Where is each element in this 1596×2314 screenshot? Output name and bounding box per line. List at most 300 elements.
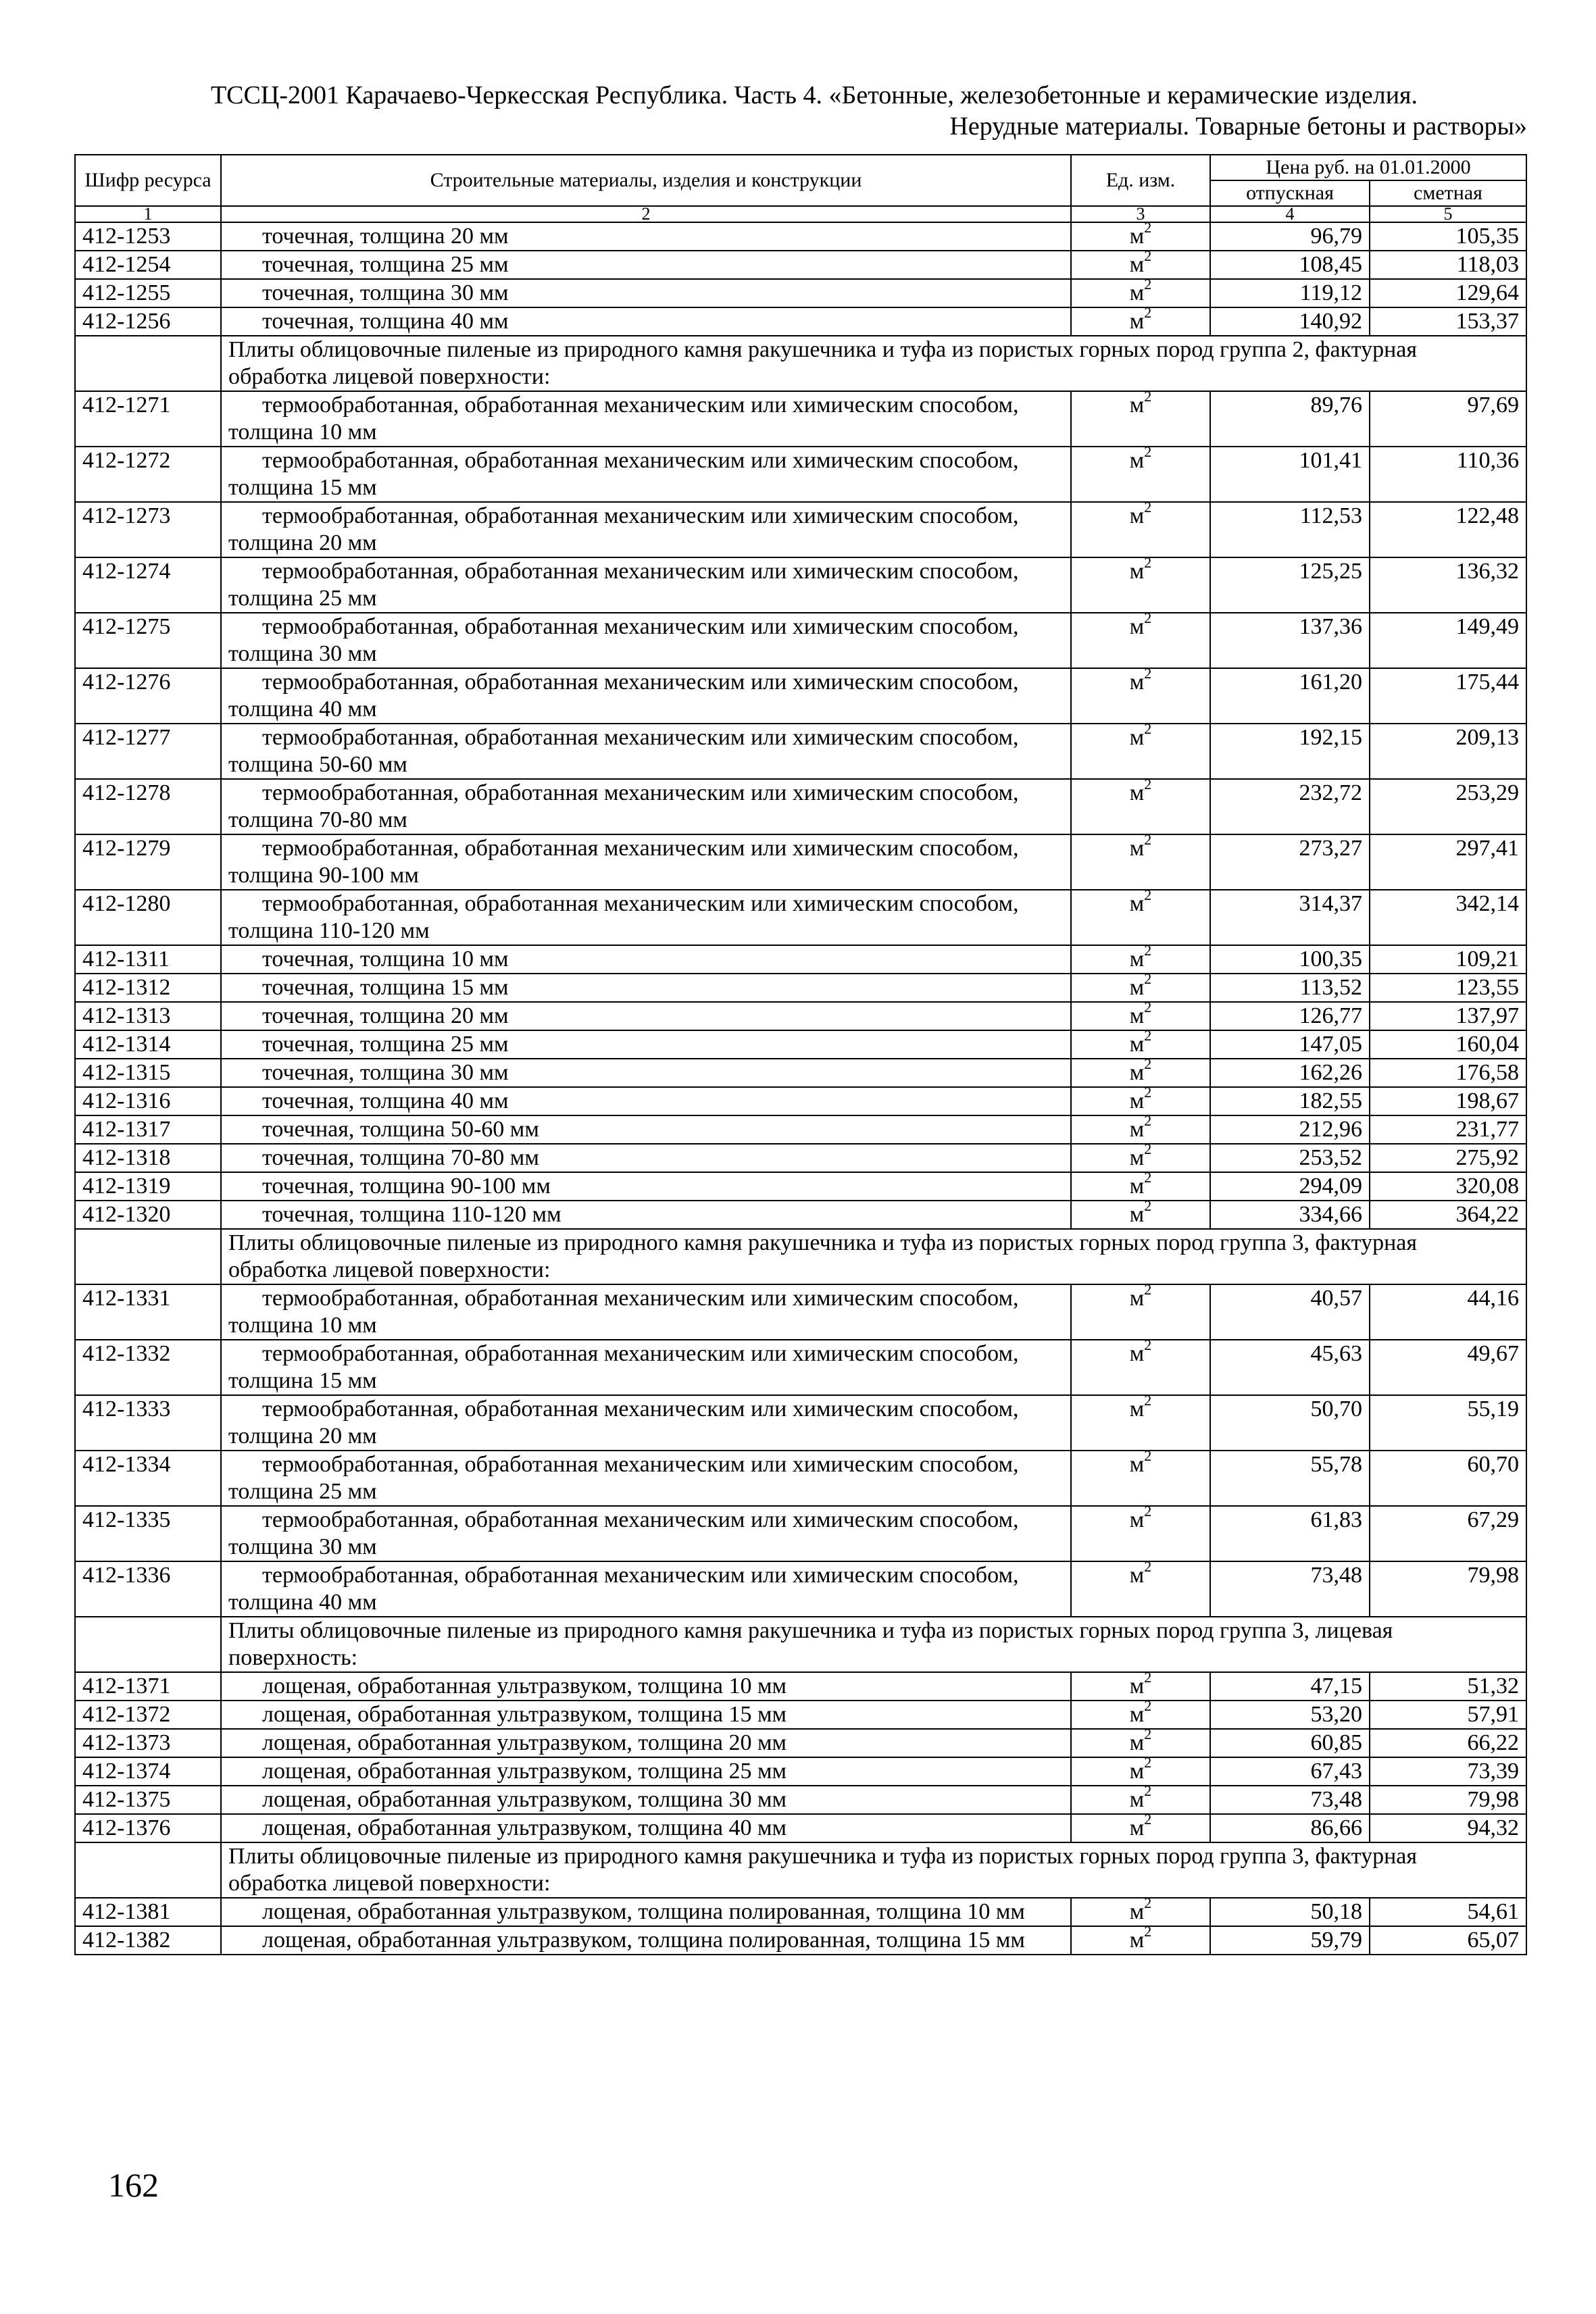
table-row <box>75 1814 1526 1842</box>
material-description-cell <box>221 1926 1071 1955</box>
table-row <box>75 1395 1526 1451</box>
material-description-cell <box>221 1030 1071 1059</box>
material-description-cell <box>221 251 1071 279</box>
release-price: 86,66 <box>1210 1814 1370 1842</box>
estimate-price: 253,29 <box>1370 779 1526 834</box>
unit-cell <box>1071 498 1210 557</box>
release-price: 89,76 <box>1210 391 1370 447</box>
page-number: 162 <box>108 2166 159 2204</box>
unit-exponent: 2 <box>1144 1391 1152 1409</box>
table-row <box>75 945 1526 974</box>
estimate-price: 123,55 <box>1370 974 1526 1002</box>
material-description: лощеная, обработанная ультразвуком, толщина полированная, толщина 15 мм <box>262 1928 1025 1953</box>
unit-exponent: 2 <box>1144 1894 1152 1911</box>
unit-cell <box>1071 1782 1210 1814</box>
unit-cell <box>1071 1083 1210 1115</box>
material-description-cell <box>221 1786 1071 1814</box>
table-row <box>75 222 1526 251</box>
unit-cell <box>1071 1026 1210 1059</box>
unit-base: м <box>1129 1145 1145 1170</box>
unit-exponent: 2 <box>1144 1922 1152 1940</box>
material-description: термообработанная, обработанная механическим или химическим способом, толщина 15 мм <box>228 448 1019 500</box>
release-price: 125,25 <box>1210 557 1370 613</box>
material-description: термообработанная, обработанная механическим или химическим способом, толщина 20 мм <box>228 1397 1019 1449</box>
header-name: Строительные материалы, изделия и конструкции <box>221 155 1071 206</box>
unit-base: м <box>1129 1815 1145 1840</box>
unit-exponent: 2 <box>1144 970 1152 987</box>
material-description-cell <box>221 890 1071 945</box>
resource-code: 412-1275 <box>75 613 221 668</box>
estimate-price: 110,36 <box>1370 447 1526 502</box>
unit-base: м <box>1129 1730 1145 1755</box>
unit-cell <box>1071 970 1210 1002</box>
release-price: 273,27 <box>1210 834 1370 890</box>
release-price: 50,18 <box>1210 1898 1370 1926</box>
estimate-price: 66,22 <box>1370 1729 1526 1757</box>
unit-exponent: 2 <box>1144 609 1152 626</box>
resource-code: 412-1315 <box>75 1059 221 1087</box>
unit-base: м <box>1129 252 1145 277</box>
resource-code: 412-1334 <box>75 1451 221 1506</box>
unit-cell <box>1071 1140 1210 1172</box>
unit-cell <box>1071 553 1210 613</box>
material-description: термообработанная, обработанная механическим или химическим способом, толщина 25 мм <box>228 1452 1019 1504</box>
table-row <box>75 1201 1526 1229</box>
material-description: точечная, толщина 30 мм <box>262 280 509 305</box>
unit-exponent: 2 <box>1144 1447 1152 1464</box>
resource-code: 412-1271 <box>75 391 221 447</box>
unit-exponent: 2 <box>1144 247 1152 264</box>
material-description-cell <box>221 668 1071 724</box>
unit-exponent: 2 <box>1144 1140 1152 1157</box>
material-description: лощеная, обработанная ультразвуком, толщина 15 мм <box>262 1702 787 1727</box>
unit-base: м <box>1129 503 1145 528</box>
resource-code: 412-1313 <box>75 1002 221 1030</box>
unit-cell <box>1071 387 1210 447</box>
material-description-cell <box>221 945 1071 974</box>
release-price: 55,78 <box>1210 1451 1370 1506</box>
unit-base: м <box>1129 1117 1145 1142</box>
resource-code: 412-1277 <box>75 724 221 779</box>
release-price: 253,52 <box>1210 1144 1370 1172</box>
resource-code: 412-1375 <box>75 1786 221 1814</box>
table-row <box>75 1561 1526 1617</box>
release-price: 40,57 <box>1210 1284 1370 1340</box>
group-heading: Плиты облицовочные пиленые из природного камня ракушечника и туфа из пористых горных пород группа 2, фактурная обработка лицевой поверхности: <box>221 336 1526 391</box>
resource-code: 412-1381 <box>75 1898 221 1926</box>
table-row <box>75 834 1526 890</box>
table-row <box>75 1059 1526 1087</box>
unit-cell <box>1071 1280 1210 1340</box>
material-description: точечная, толщина 20 мм <box>262 224 509 249</box>
estimate-price: 60,70 <box>1370 1451 1526 1506</box>
material-description: термообработанная, обработанная механическим или химическим способом, толщина 30 мм <box>228 614 1019 666</box>
unit-exponent: 2 <box>1144 387 1152 405</box>
material-description: лощеная, обработанная ультразвуком, толщина 10 мм <box>262 1674 787 1699</box>
release-price: 101,41 <box>1210 447 1370 502</box>
material-description-cell <box>221 222 1071 251</box>
material-description: точечная, толщина 90-100 мм <box>262 1174 551 1199</box>
material-description: точечная, толщина 20 мм <box>262 1003 509 1028</box>
table-row <box>75 1284 1526 1340</box>
unit-base: м <box>1129 725 1145 750</box>
unit-base: м <box>1129 1674 1145 1699</box>
release-price: 96,79 <box>1210 222 1370 251</box>
material-description: лощеная, обработанная ультразвуком, толщина 20 мм <box>262 1730 787 1755</box>
table-row <box>75 1115 1526 1144</box>
unit-cell <box>1071 775 1210 834</box>
unit-base: м <box>1129 1507 1145 1532</box>
group-heading: Плиты облицовочные пиленые из природного камня ракушечника и туфа из пористых горных пород группа 3, лицевая поверхность: <box>221 1617 1526 1672</box>
estimate-price: 73,39 <box>1370 1757 1526 1786</box>
material-description-cell <box>221 1898 1071 1926</box>
table-row <box>75 1144 1526 1172</box>
unit-base: м <box>1129 1899 1145 1924</box>
resource-code: 412-1372 <box>75 1701 221 1729</box>
estimate-price: 79,98 <box>1370 1561 1526 1617</box>
estimate-price: 55,19 <box>1370 1395 1526 1451</box>
unit-exponent: 2 <box>1144 720 1152 737</box>
release-price: 162,26 <box>1210 1059 1370 1087</box>
unit-exponent: 2 <box>1144 303 1152 321</box>
material-description: лощеная, обработанная ультразвуком, толщина 40 мм <box>262 1815 787 1840</box>
release-price: 137,36 <box>1210 613 1370 668</box>
unit-base: м <box>1129 224 1145 249</box>
resource-code: 412-1255 <box>75 279 221 307</box>
unit-exponent: 2 <box>1144 1810 1152 1828</box>
release-price: 126,77 <box>1210 1002 1370 1030</box>
unit-exponent: 2 <box>1144 1336 1152 1353</box>
estimate-price: 109,21 <box>1370 945 1526 974</box>
material-description-cell <box>221 391 1071 447</box>
unit-cell <box>1071 275 1210 307</box>
release-price: 192,15 <box>1210 724 1370 779</box>
material-description-cell <box>221 1395 1071 1451</box>
header-line-1: ТССЦ-2001 Карачаево-Черкесская Республика. Часть 4. «Бетонные, железобетонные и керамические изделия. <box>210 81 1418 109</box>
unit-cell <box>1071 609 1210 668</box>
unit-exponent: 2 <box>1144 1111 1152 1129</box>
estimate-price: 364,22 <box>1370 1201 1526 1229</box>
estimate-price: 231,77 <box>1370 1115 1526 1144</box>
unit-exponent: 2 <box>1144 1557 1152 1575</box>
estimate-price: 97,69 <box>1370 391 1526 447</box>
unit-cell <box>1071 1197 1210 1229</box>
material-description-cell <box>221 974 1071 1002</box>
unit-exponent: 2 <box>1144 1197 1152 1214</box>
table-row <box>75 1672 1526 1701</box>
resource-code: 412-1371 <box>75 1672 221 1701</box>
estimate-price: 65,07 <box>1370 1926 1526 1955</box>
material-description: точечная, толщина 70-80 мм <box>262 1145 539 1170</box>
estimate-price: 67,29 <box>1370 1506 1526 1561</box>
table-row <box>75 1451 1526 1506</box>
unit-base: м <box>1129 309 1145 334</box>
material-description-cell <box>221 724 1071 779</box>
material-description: точечная, толщина 25 мм <box>262 1032 509 1057</box>
material-description: термообработанная, обработанная механическим или химическим способом, толщина 40 мм <box>228 1563 1019 1615</box>
release-price: 53,20 <box>1210 1701 1370 1729</box>
unit-base: м <box>1129 836 1145 861</box>
unit-cell <box>1071 247 1210 279</box>
estimate-price: 175,44 <box>1370 668 1526 724</box>
table-row <box>75 1002 1526 1030</box>
table-row <box>75 1030 1526 1059</box>
estimate-price: 275,92 <box>1370 1144 1526 1172</box>
table-row <box>75 1340 1526 1395</box>
table-row <box>75 1506 1526 1561</box>
col-number: 1 <box>75 206 221 222</box>
release-price: 140,92 <box>1210 307 1370 336</box>
unit-exponent: 2 <box>1144 218 1152 236</box>
table-body <box>75 218 1526 1955</box>
group-code-cell <box>75 1229 221 1284</box>
header-line-2: Нерудные материалы. Товарные бетоны и растворы» <box>949 112 1527 141</box>
material-description: лощеная, обработанная ультразвуком, толщина 30 мм <box>262 1787 787 1812</box>
header-unit: Ед. изм. <box>1071 155 1210 206</box>
table-row <box>75 1898 1526 1926</box>
material-description: термообработанная, обработанная механическим или химическим способом, толщина 110-120 мм <box>228 891 1019 943</box>
release-price: 212,96 <box>1210 1115 1370 1144</box>
resource-code: 412-1318 <box>75 1144 221 1172</box>
material-description: термообработанная, обработанная механическим или химическим способом, толщина 20 мм <box>228 503 1019 555</box>
material-description-cell <box>221 1672 1071 1701</box>
unit-exponent: 2 <box>1144 775 1152 793</box>
material-description-cell <box>221 1002 1071 1030</box>
material-description-cell <box>221 1340 1071 1395</box>
release-price: 50,70 <box>1210 1395 1370 1451</box>
estimate-price: 137,97 <box>1370 1002 1526 1030</box>
material-description: точечная, толщина 110-120 мм <box>262 1202 562 1227</box>
material-description-cell <box>221 1451 1071 1506</box>
estimate-price: 122,48 <box>1370 502 1526 557</box>
material-description: термообработанная, обработанная механическим или химическим способом, толщина 40 мм <box>228 670 1019 722</box>
release-price: 67,43 <box>1210 1757 1370 1786</box>
resource-code: 412-1256 <box>75 307 221 336</box>
unit-cell <box>1071 1557 1210 1617</box>
release-price: 60,85 <box>1210 1729 1370 1757</box>
material-description: термообработанная, обработанная механическим или химическим способом, толщина 90-100 мм <box>228 836 1019 888</box>
group-code-cell <box>75 1617 221 1672</box>
table-row <box>75 779 1526 834</box>
unit-cell <box>1071 443 1210 502</box>
release-price: 294,09 <box>1210 1172 1370 1201</box>
estimate-price: 118,03 <box>1370 251 1526 279</box>
release-price: 161,20 <box>1210 668 1370 724</box>
unit-exponent: 2 <box>1144 1696 1152 1714</box>
table-row <box>75 1786 1526 1814</box>
resource-code: 412-1253 <box>75 222 221 251</box>
resource-code: 412-1316 <box>75 1087 221 1115</box>
table-row <box>75 279 1526 307</box>
material-description: точечная, толщина 40 мм <box>262 309 509 334</box>
material-description-cell <box>221 1144 1071 1172</box>
material-description-cell <box>221 779 1071 834</box>
material-description-cell <box>221 1561 1071 1617</box>
unit-base: м <box>1129 559 1145 584</box>
table-row <box>75 668 1526 724</box>
release-price: 334,66 <box>1210 1201 1370 1229</box>
header-estimate: сметная <box>1370 180 1526 206</box>
table-row <box>75 890 1526 945</box>
release-price: 119,12 <box>1210 279 1370 307</box>
release-price: 73,48 <box>1210 1561 1370 1617</box>
estimate-price: 51,32 <box>1370 1672 1526 1701</box>
unit-cell <box>1071 1696 1210 1729</box>
unit-exponent: 2 <box>1144 886 1152 903</box>
unit-base: м <box>1129 448 1145 473</box>
col-number: 4 <box>1210 206 1370 222</box>
resource-code: 412-1332 <box>75 1340 221 1395</box>
material-description: лощеная, обработанная ультразвуком, толщина полированная, толщина 10 мм <box>262 1899 1025 1924</box>
unit-exponent: 2 <box>1144 1668 1152 1686</box>
table-row <box>75 447 1526 502</box>
material-description-cell <box>221 1172 1071 1201</box>
estimate-price: 342,14 <box>1370 890 1526 945</box>
estimate-price: 79,98 <box>1370 1786 1526 1814</box>
release-price: 73,48 <box>1210 1786 1370 1814</box>
unit-cell <box>1071 720 1210 779</box>
estimate-price: 49,67 <box>1370 1340 1526 1395</box>
unit-exponent: 2 <box>1144 275 1152 293</box>
unit-cell <box>1071 1502 1210 1561</box>
material-description: точечная, толщина 25 мм <box>262 252 509 277</box>
resource-code: 412-1382 <box>75 1926 221 1955</box>
unit-base: м <box>1129 1759 1145 1784</box>
release-price: 47,15 <box>1210 1672 1370 1701</box>
unit-cell <box>1071 1922 1210 1955</box>
unit-exponent: 2 <box>1144 1280 1152 1298</box>
unit-cell <box>1071 1447 1210 1506</box>
unit-base: м <box>1129 1341 1145 1366</box>
estimate-price: 136,32 <box>1370 557 1526 613</box>
resource-code: 412-1280 <box>75 890 221 945</box>
unit-base: м <box>1129 1202 1145 1227</box>
material-description: термообработанная, обработанная механическим или химическим способом, толщина 30 мм <box>228 1507 1019 1559</box>
unit-cell <box>1071 1668 1210 1701</box>
unit-cell <box>1071 1810 1210 1842</box>
unit-exponent: 2 <box>1144 1502 1152 1519</box>
group-heading: Плиты облицовочные пиленые из природного камня ракушечника и туфа из пористых горных пород группа 3, фактурная обработка лицевой поверхности: <box>221 1842 1526 1898</box>
resource-code: 412-1319 <box>75 1172 221 1201</box>
material-description: термообработанная, обработанная механическим или химическим способом, толщина 10 мм <box>228 393 1019 445</box>
unit-cell <box>1071 941 1210 974</box>
unit-exponent: 2 <box>1144 1083 1152 1101</box>
resource-code: 412-1335 <box>75 1506 221 1561</box>
table-row <box>75 391 1526 447</box>
table-row <box>75 974 1526 1002</box>
unit-base: м <box>1129 975 1145 1000</box>
unit-exponent: 2 <box>1144 664 1152 682</box>
material-description-cell <box>221 557 1071 613</box>
material-description-cell <box>221 1701 1071 1729</box>
release-price: 147,05 <box>1210 1030 1370 1059</box>
table-row <box>75 307 1526 336</box>
price-table <box>74 154 1527 1955</box>
material-description: термообработанная, обработанная механическим или химическим способом, толщина 15 мм <box>228 1341 1019 1393</box>
resource-code: 412-1336 <box>75 1561 221 1617</box>
material-description-cell <box>221 834 1071 890</box>
table-row <box>75 613 1526 668</box>
unit-base: м <box>1129 1397 1145 1422</box>
unit-base: м <box>1129 1032 1145 1057</box>
unit-base: м <box>1129 947 1145 972</box>
col-number: 5 <box>1370 206 1526 222</box>
table-row <box>75 1926 1526 1955</box>
resource-code: 412-1376 <box>75 1814 221 1842</box>
resource-code: 412-1274 <box>75 557 221 613</box>
unit-base: м <box>1129 1088 1145 1113</box>
resource-code: 412-1374 <box>75 1757 221 1786</box>
header-release: отпускная <box>1210 180 1370 206</box>
release-price: 100,35 <box>1210 945 1370 974</box>
unit-base: м <box>1129 891 1145 916</box>
resource-code: 412-1333 <box>75 1395 221 1451</box>
unit-cell <box>1071 830 1210 890</box>
unit-base: м <box>1129 1787 1145 1812</box>
material-description-cell <box>221 502 1071 557</box>
unit-cell <box>1071 1111 1210 1144</box>
unit-cell <box>1071 998 1210 1030</box>
unit-cell <box>1071 1168 1210 1201</box>
release-price: 113,52 <box>1210 974 1370 1002</box>
estimate-price: 198,67 <box>1370 1087 1526 1115</box>
table-row <box>75 1172 1526 1201</box>
unit-cell <box>1071 1894 1210 1926</box>
unit-exponent: 2 <box>1144 498 1152 515</box>
resource-code: 412-1317 <box>75 1115 221 1144</box>
unit-cell <box>1071 664 1210 724</box>
unit-base: м <box>1129 1286 1145 1311</box>
table-row <box>75 557 1526 613</box>
estimate-price: 54,61 <box>1370 1898 1526 1926</box>
estimate-price: 57,91 <box>1370 1701 1526 1729</box>
estimate-price: 153,37 <box>1370 307 1526 336</box>
resource-code: 412-1272 <box>75 447 221 502</box>
material-description-cell <box>221 1506 1071 1561</box>
estimate-price: 105,35 <box>1370 222 1526 251</box>
material-description-cell <box>221 1115 1071 1144</box>
table-row <box>75 1757 1526 1786</box>
unit-exponent: 2 <box>1144 1055 1152 1072</box>
unit-base: м <box>1129 1452 1145 1477</box>
material-description: точечная, толщина 30 мм <box>262 1060 509 1085</box>
col-number: 2 <box>221 206 1071 222</box>
estimate-price: 160,04 <box>1370 1030 1526 1059</box>
group-row <box>75 1842 1526 1898</box>
resource-code: 412-1311 <box>75 945 221 974</box>
unit-base: м <box>1129 1928 1145 1953</box>
release-price: 45,63 <box>1210 1340 1370 1395</box>
estimate-price: 209,13 <box>1370 724 1526 779</box>
material-description-cell <box>221 1201 1071 1229</box>
table-row <box>75 251 1526 279</box>
table-row <box>75 1087 1526 1115</box>
resource-code: 412-1254 <box>75 251 221 279</box>
unit-cell <box>1071 1055 1210 1087</box>
table-row <box>75 502 1526 557</box>
release-price: 61,83 <box>1210 1506 1370 1561</box>
table-row <box>75 1701 1526 1729</box>
release-price: 232,72 <box>1210 779 1370 834</box>
header-price: Цена руб. на 01.01.2000 <box>1210 155 1526 180</box>
header-code: Шифр ресурса <box>75 155 221 206</box>
resource-code: 412-1314 <box>75 1030 221 1059</box>
unit-exponent: 2 <box>1144 830 1152 848</box>
unit-cell <box>1071 303 1210 336</box>
release-price: 112,53 <box>1210 502 1370 557</box>
unit-cell <box>1071 1725 1210 1757</box>
material-description-cell <box>221 279 1071 307</box>
